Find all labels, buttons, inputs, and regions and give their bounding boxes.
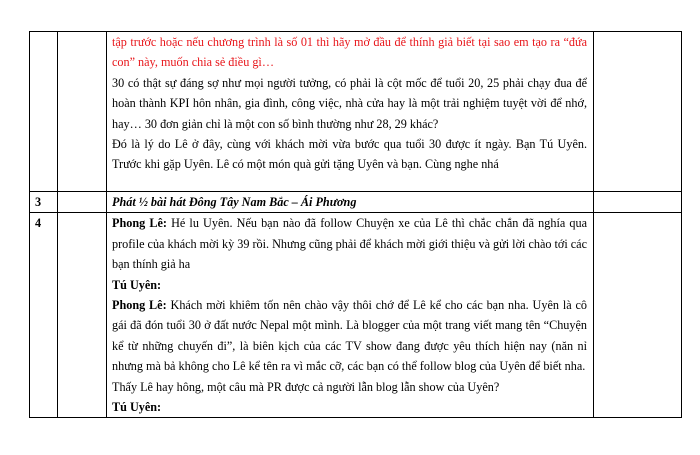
song-cue: Phát ½ bài hát Đông Tây Nam Bắc – Ái Phương bbox=[112, 195, 357, 209]
notes-cell bbox=[594, 192, 682, 213]
row-number-cell bbox=[30, 32, 58, 192]
script-table bbox=[29, 31, 682, 418]
content-cell bbox=[107, 32, 594, 192]
dialogue-line bbox=[112, 295, 587, 377]
table-row bbox=[30, 192, 682, 213]
dialogue-line bbox=[112, 397, 587, 417]
dialogue-text: Hé lu Uyên. Nếu bạn nào đã follow Chuyện xe của Lê thì chắc chắn đã nghía qua profile của khách mời kỳ 39 rồi. Nhưng cũng phải để khách mời giới thiệu và gửi lời chào tới các bạn thính giả ha bbox=[112, 216, 587, 272]
table-row bbox=[30, 32, 682, 192]
paragraph: Thấy Lê hay hông, một câu mà PR được cả người lẫn blog lẫn show của Uyên? bbox=[112, 379, 500, 394]
instruction-text: tập trước hoặc nếu chương trình là số 01 thì hãy mở đầu để thính giả biết tại sao em tạo ra “đứa con” này, muốn chia sẻ điều gì… bbox=[112, 35, 587, 70]
table-row bbox=[30, 213, 682, 418]
notes-cell bbox=[594, 32, 682, 192]
notes-cell bbox=[594, 213, 682, 418]
speaker-name: Phong Lê: bbox=[112, 216, 167, 231]
speaker-name: Phong Lê: bbox=[112, 298, 167, 313]
row-number-cell: 4 bbox=[30, 213, 58, 418]
paragraph: 30 có thật sự đáng sợ như mọi người tưởng, có phải là cột mốc để tuổi 20, 25 phải chạy đua để hoàn thành KPI hôn nhân, gia đình, công việc, nhà cửa hay là một trải nghiệm tuyệt vời để nhớ, hay… 30 đơn giản chỉ là một con số bình thường như 28, 29 khác? bbox=[112, 75, 587, 131]
content-cell bbox=[107, 192, 594, 213]
speaker-name: Tú Uyên: bbox=[112, 400, 162, 415]
dialogue-line bbox=[112, 275, 587, 295]
paragraph: Đó là lý do Lê ở đây, cùng với khách mời vừa bước qua tuổi 30 được ít ngày. Bạn Tú Uyên. Trước khi gặp Uyên. Lê có một món quà gửi tặng Uyên và bạn. Cùng nghe nhá bbox=[112, 137, 587, 172]
empty-cell bbox=[58, 32, 107, 192]
empty-cell bbox=[58, 192, 107, 213]
dialogue-line bbox=[112, 213, 587, 274]
row-number-cell: 3 bbox=[30, 192, 58, 213]
empty-cell bbox=[58, 213, 107, 418]
dialogue-text: Khách mời khiêm tốn nên chào vậy thôi chớ để Lê kể cho các bạn nha. Uyên là cô gái đã đón tuổi 30 ở đất nước Nepal một mình. Là blogger của một trang viết mang tên “Chuyện kể từ những chuyến đi”, là biên kịch của các TV show đang được yêu thích hiện nay (năn nỉ nhưng mà bả không cho Lê kể tên ra vì mắc cỡ, các bạn có thể follow blog của Uyên để biết nha. bbox=[112, 298, 587, 374]
speaker-name: Tú Uyên: bbox=[112, 277, 162, 292]
content-cell bbox=[107, 213, 594, 418]
